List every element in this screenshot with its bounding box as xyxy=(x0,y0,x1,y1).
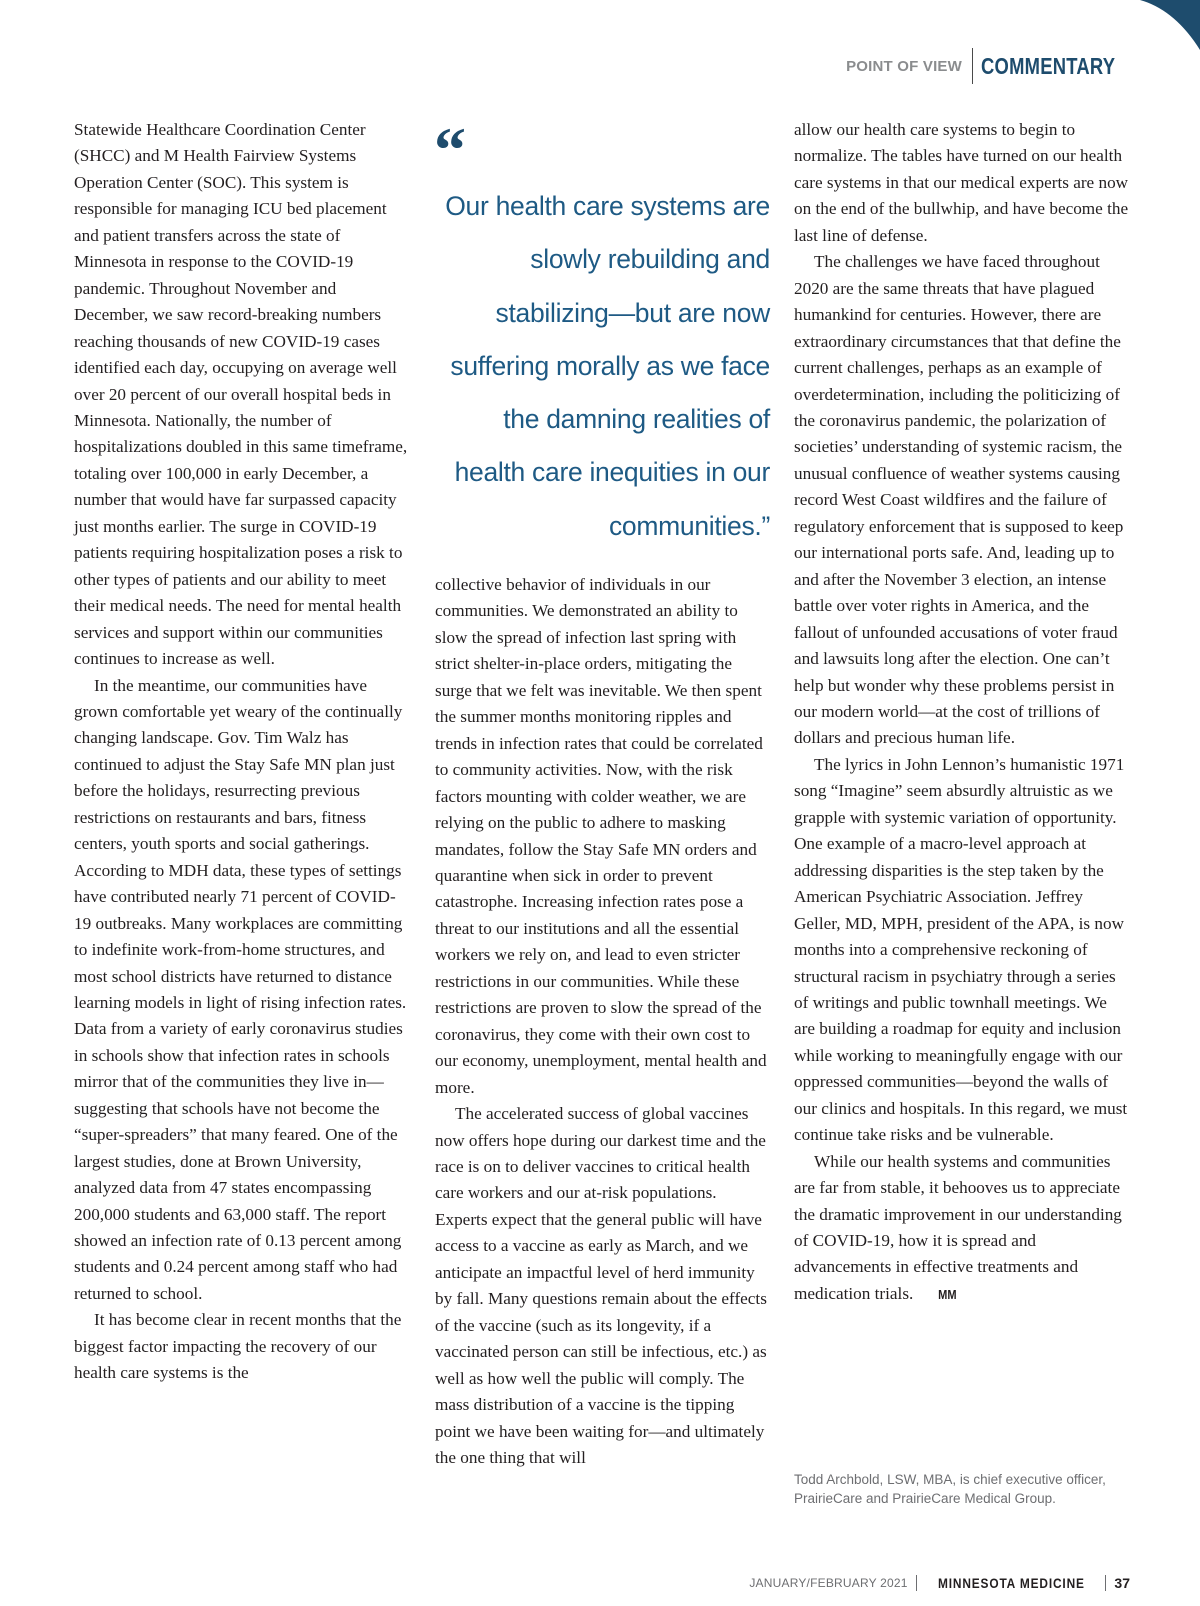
end-mark: MM xyxy=(937,1286,957,1302)
paragraph: Statewide Healthcare Coordination Center (SHCC) and M Health Fairview Systems Operation Center (SOC). This system is responsible for managing ICU bed placement and patient transfers across the state of Minnesota in response to the COVID-19 pandemic. Throughout November and December, we saw record-breaking numbers reaching thousands of new COVID-19 cases identified each day, occupying on average well over 20 percent of our overall hospital beds in Minnesota. Nationally, the number of hospitalizations doubled in this same timeframe, totaling over 100,000 in early December, a number that would have far surpassed capacity just months earlier. The surge in COVID-19 patients requiring hospitalization poses a risk to other types of patients and our ability to meet their medical needs. The need for mental health services and support within our communities continues to increase as well. xyxy=(74,120,408,669)
last-paragraph xyxy=(794,1149,1130,1309)
paragraph: allow our health care systems to begin to normalize. The tables have turned on our health care systems in that our medical experts are now on the end of the bullwhip, and have become the last line of defense. xyxy=(794,120,1129,245)
paragraph: The lyrics in John Lennon’s humanistic 1971 song “Imagine” seem absurdly altruistic as we grapple with systemic variation of opportunity. One example of a macro-level approach at addressing disparities is the step taken by the American Psychiatric Association. Jeffrey Geller, MD, MPH, president of the APA, is now months into a comprehensive reckoning of structural racism in psychiatry through a series of writings and public townhall meetings. We are building a roadmap for equity and inclusion while working to meaningfully engage with our oppressed communities—beyond the walls of our clinics and hospitals. In this regard, we must continue take risks and be vulnerable. xyxy=(794,754,1128,1145)
footer-divider xyxy=(916,1575,917,1591)
paragraph: collective behavior of individuals in our communities. We demonstrated an ability to slow the spread of infection last spring with strict shelter-in-place orders, mitigating the surge that we felt was inevitable. We then spent the summer months monitoring ripples and trends in infection rates that could be correlated to community activities. Now, with the risk factors mounting with colder weather, we are relying on the public to adhere to masking mandates, follow the Stay Safe MN orders and quarantine when sick in order to prevent catastrophe. Increasing infection rates pose a threat to our institutions and all the essential workers we rely on, and lead to even stricter restrictions in our communities. While these restrictions are proven to slow the spread of the coronavirus, they come with their own cost to our economy, unemployment, mental health and more. xyxy=(435,575,767,1097)
footer-divider xyxy=(1105,1575,1106,1591)
category-label: COMMENTARY xyxy=(981,52,1116,79)
paragraph: It has become clear in recent months that the biggest factor impacting the recovery of our health care systems is the xyxy=(74,1310,402,1383)
column-3 xyxy=(794,117,1130,1308)
header-divider xyxy=(972,48,973,84)
issue-date: JANUARY/FEBRUARY 2021 xyxy=(749,1576,908,1590)
quote-mark-icon: “ xyxy=(434,114,466,185)
section-label: POINT OF VIEW xyxy=(846,57,962,75)
paragraph-text: While our health systems and communities are far from stable, it behooves us to appreciate the dramatic improvement in our understanding of COVID-19, how it is spread and advancements in effective treatments and medication trials. xyxy=(794,1151,1122,1303)
corner-decoration xyxy=(1120,0,1200,60)
column-1 xyxy=(74,117,410,1387)
author-bio: Todd Archbold, LSW, MBA, is chief executive officer, PrairieCare and PrairieCare Medical Group. xyxy=(794,1472,1106,1506)
pull-quote: Our health care systems are slowly rebuilding and stabilizing—but are now suffering morally as we face the damning realities of health care inequities in our communities.” xyxy=(445,191,770,541)
page-number: 37 xyxy=(1114,1575,1130,1591)
page-header xyxy=(846,48,1126,84)
paragraph: The accelerated success of global vaccines now offers hope during our darkest time and the race is on to deliver vaccines to critical health care workers and our at-risk populations. Experts expect that the general public will have access to a vaccine as early as March, and we anticipate an impactful level of herd immunity by fall. Many questions remain about the effects of the vaccine (such as its longevity, if a vaccinated person can still be infectious, etc.) as well as how well the public will comply. The mass distribution of a vaccine is the tipping point we have been waiting for—and ultimately the one thing that will xyxy=(435,1104,767,1467)
page-footer xyxy=(749,1575,1130,1591)
magazine-title: MINNESOTA MEDICINE xyxy=(937,1575,1085,1591)
paragraph: The challenges we have faced throughout 2020 are the same threats that have plagued humankind for centuries. However, there are extraordinary circumstances that that define the current challenges, perhaps as an example of overdetermination, including the politicizing of the coronavirus pandemic, the polarization of societies’ understanding of systemic racism, the unusual confluence of weather systems causing record West Coast wildfires and the failure of regulatory enforcement that is supposed to keep our international ports safe. And, leading up to and after the November 3 election, an intense battle over voter rights in America, and the fallout of unfounded accusations of voter fraud and lawsuits long after the election. One can’t help but wonder why these problems persist in our modern world—at the cost of trillions of dollars and precious human life. xyxy=(794,252,1124,748)
column-2 xyxy=(435,572,771,1471)
paragraph: In the meantime, our communities have grown comfortable yet weary of the continually changing landscape. Gov. Tim Walz has continued to adjust the Stay Safe MN plan just before the holidays, resurrecting previous restrictions on restaurants and bars, fitness centers, youth sports and social gatherings. According to MDH data, these types of settings have contributed nearly 71 percent of COVID-19 outbreaks. Many workplaces are committing to indefinite work-from-home structures, and most school districts have returned to distance learning models in light of rising infection rates. Data from a variety of early coronavirus studies in schools show that infection rates in schools mirror that of the communities they live in—suggesting that schools have not become the “super-spreaders” that many feared. One of the largest studies, done at Brown University, analyzed data from 47 states encompassing 200,000 students and 63,000 staff. The report showed an infection rate of 0.13 percent among students and 0.24 percent among staff who had returned to school. xyxy=(74,675,407,1303)
